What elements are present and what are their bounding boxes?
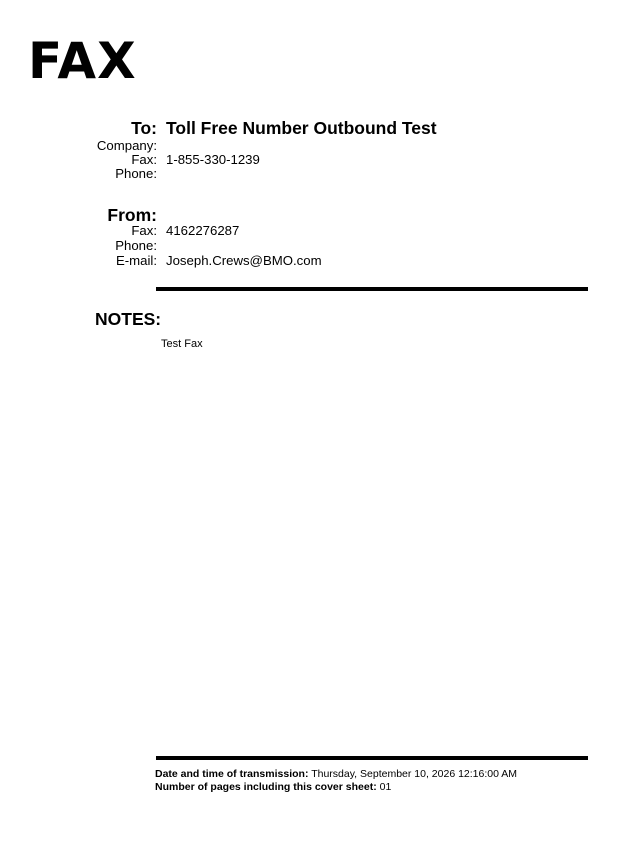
from-phone-label: Phone: bbox=[115, 238, 157, 253]
to-phone-row bbox=[0, 166, 166, 181]
top-divider bbox=[156, 287, 588, 291]
to-label: To: bbox=[131, 118, 157, 138]
transmission-datetime bbox=[155, 768, 517, 780]
transmission-datetime-label: Date and time of transmission: bbox=[155, 768, 309, 780]
to-fax-label: Fax: bbox=[131, 152, 157, 167]
from-fax-row bbox=[0, 223, 239, 238]
page-count-label: Number of pages including this cover sheet: bbox=[155, 781, 377, 793]
fax-title: FAX bbox=[28, 32, 137, 90]
from-phone-row bbox=[0, 238, 166, 253]
from-fax-value: 4162276287 bbox=[166, 223, 240, 238]
to-company-row bbox=[0, 138, 166, 153]
from-fax-label: Fax: bbox=[131, 223, 157, 238]
to-fax-value: 1-855-330-1239 bbox=[166, 152, 260, 167]
notes-text: Test Fax bbox=[161, 338, 203, 350]
from-email-row bbox=[0, 253, 322, 268]
page-count-value: 01 bbox=[379, 781, 392, 793]
page-count bbox=[155, 781, 391, 793]
to-name: Toll Free Number Outbound Test bbox=[166, 118, 437, 138]
to-company-label: Company: bbox=[96, 138, 157, 153]
from-email-label: E-mail: bbox=[115, 253, 157, 268]
notes-label: NOTES: bbox=[95, 309, 162, 329]
transmission-datetime-value: Thursday, September 10, 2026 12:16:00 AM bbox=[311, 768, 518, 780]
to-fax-row bbox=[0, 152, 260, 167]
bottom-divider bbox=[156, 756, 588, 760]
to-phone-label: Phone: bbox=[115, 166, 157, 181]
to-row bbox=[0, 118, 437, 139]
from-email-value: Joseph.Crews@BMO.com bbox=[166, 253, 322, 268]
from-label: From: bbox=[107, 205, 157, 225]
